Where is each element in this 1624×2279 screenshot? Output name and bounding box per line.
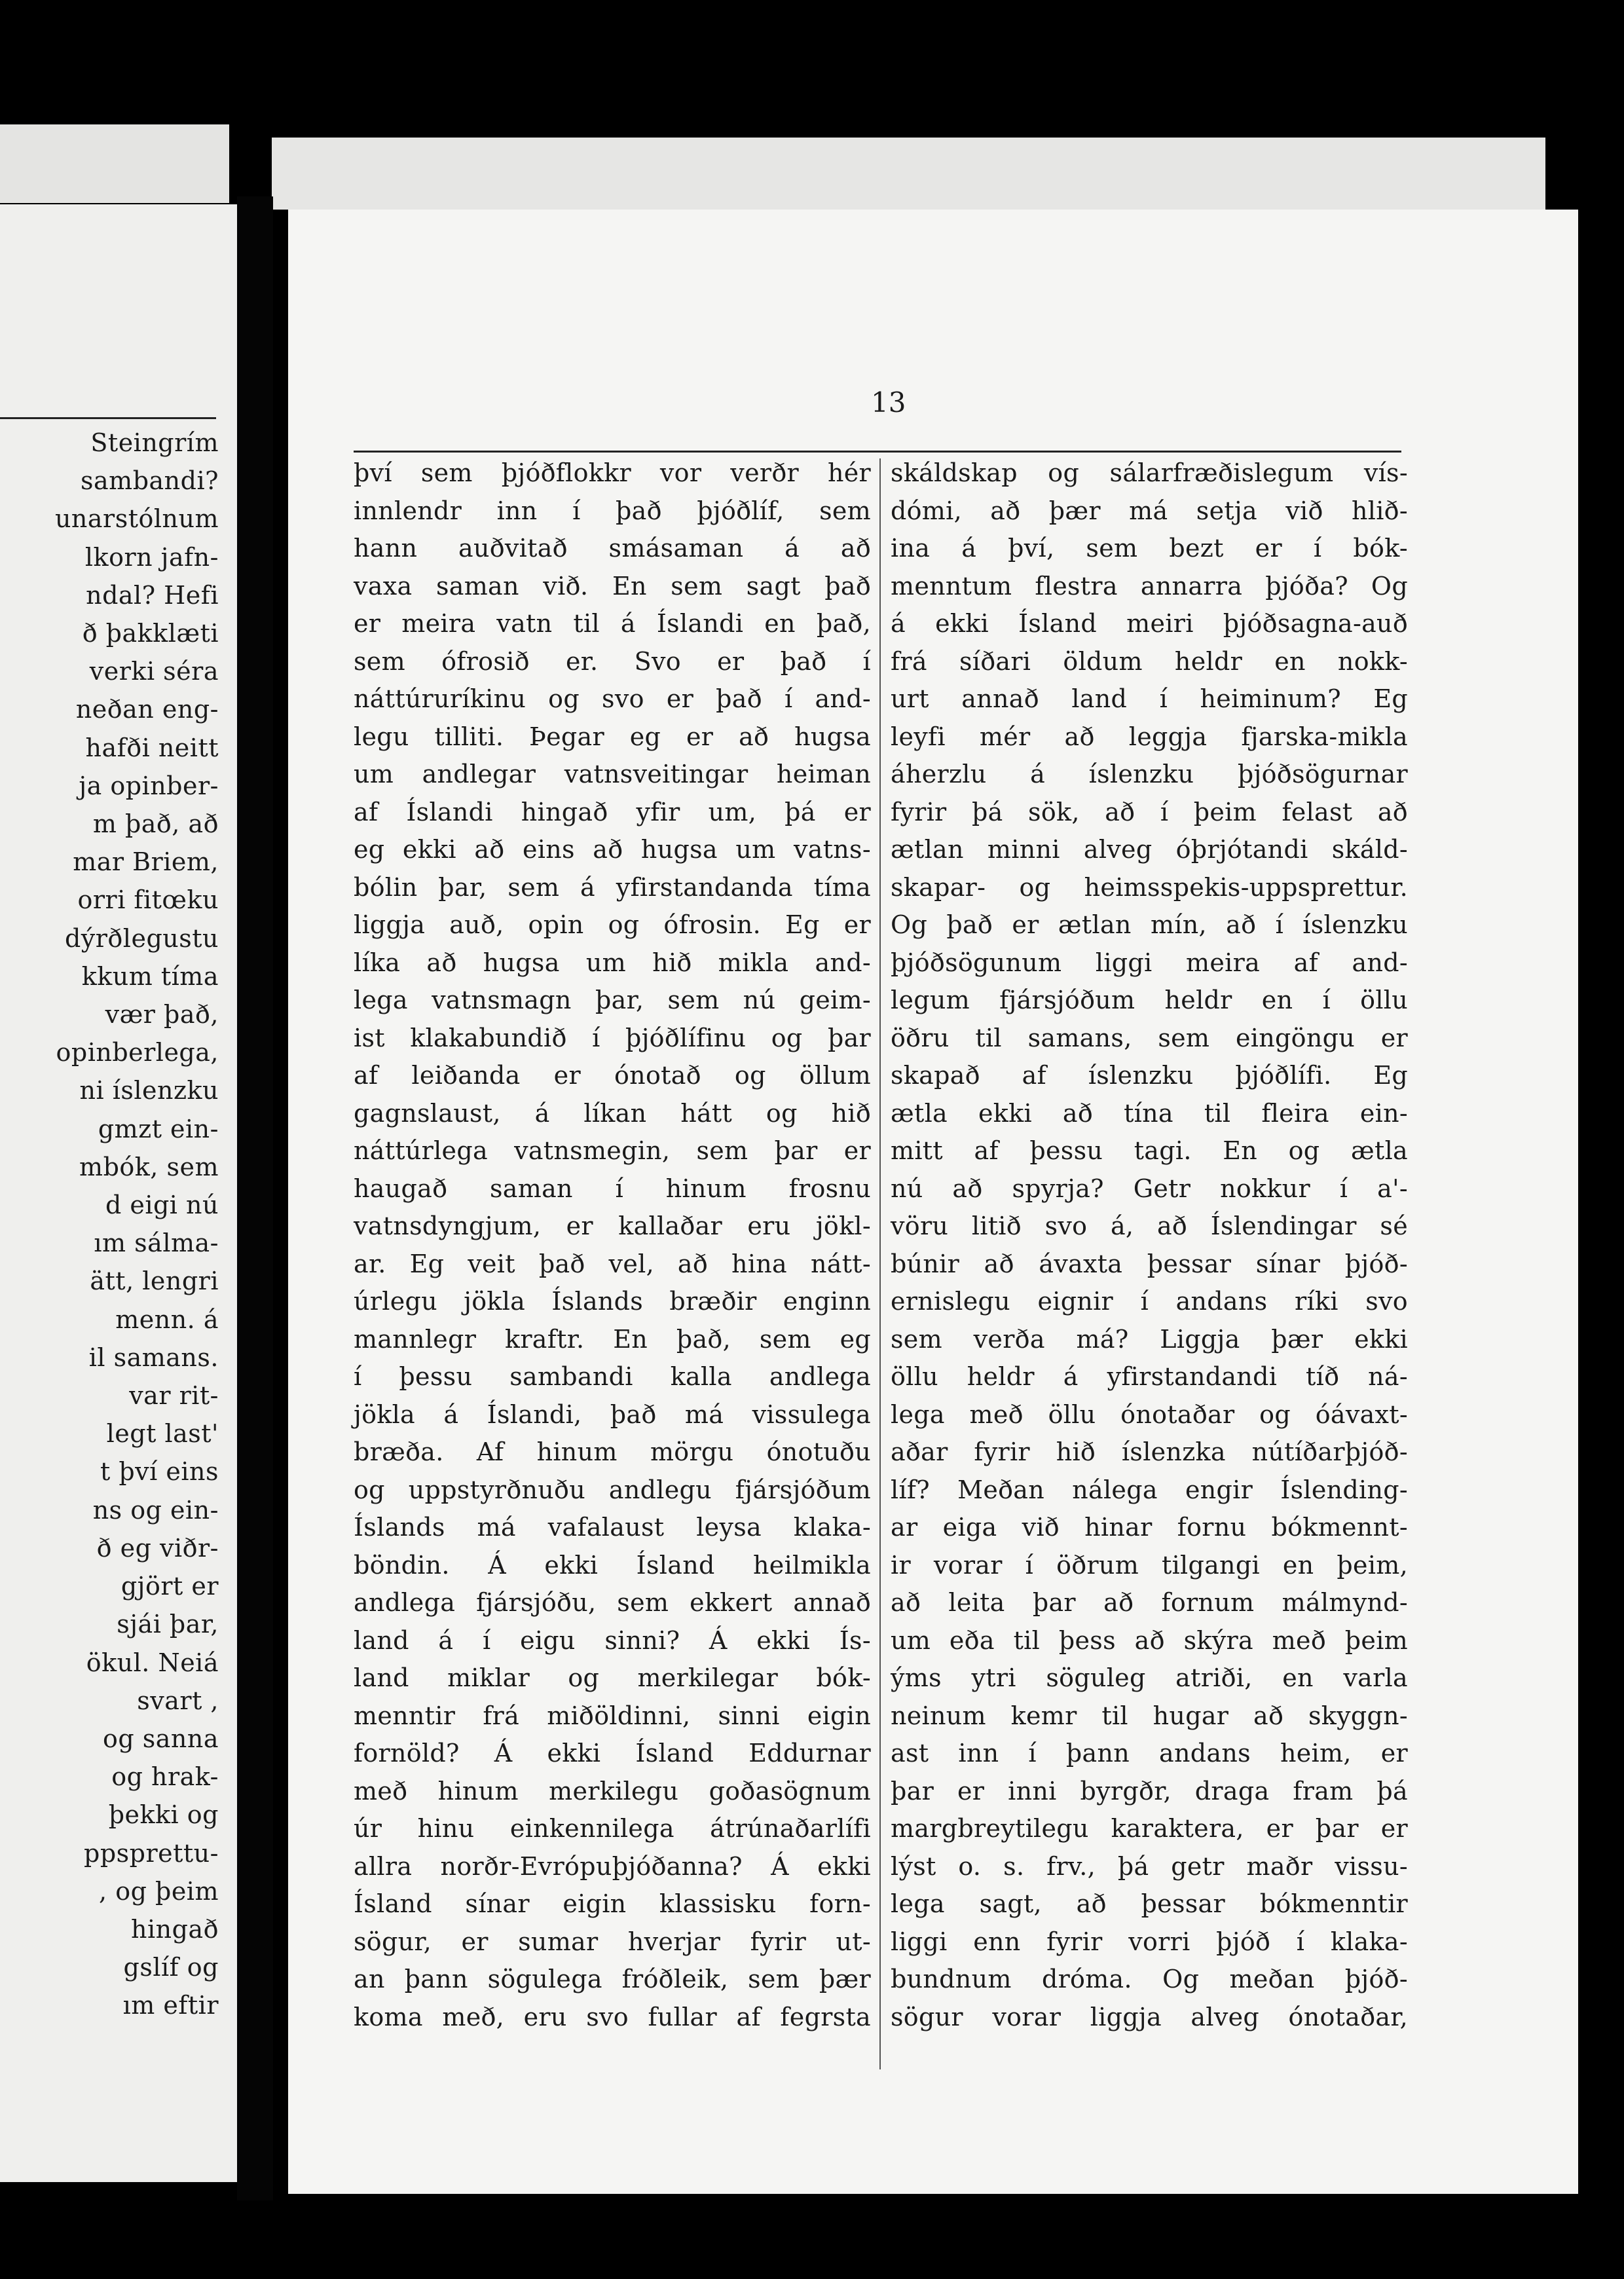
text-line: var rit- (129, 1381, 219, 1411)
text-line: d eigi nú (105, 1191, 219, 1220)
text-line: m það, að (92, 809, 219, 839)
text-line: liggja auð, opin og ófrosin. Eg er (354, 910, 871, 939)
text-line: mar Briem, (73, 847, 219, 877)
text-line: unarstólnum (54, 504, 219, 534)
text-line: lega sagt, að þessar bókmenntir (891, 1889, 1408, 1918)
text-line: vöru litið svo á, að Íslendingar sé (891, 1212, 1408, 1240)
text-line: ætlan minni alveg óþrjótandi skáld- (891, 835, 1408, 864)
text-line: menntir frá miðöldinni, sinni eigin (354, 1701, 871, 1730)
text-column-left (354, 454, 871, 2036)
text-line: sjái þar, (117, 1610, 219, 1639)
text-line: úr hinu einkennilega átrúnaðarlífi (354, 1814, 871, 1843)
text-line: því sem þjóðflokkr vor verðr hér (354, 458, 871, 487)
text-line: öðru til samans, sem eingöngu er (891, 1023, 1408, 1052)
text-line: bundnum dróma. Og meðan þjóð- (891, 1965, 1408, 1993)
text-line: náttúruríkinu og svo er það í and- (354, 684, 871, 713)
text-line: eg ekki að eins að hugsa um vatns- (354, 835, 871, 864)
text-line: skapað af íslenzku þjóðlífi. Eg (891, 1061, 1408, 1090)
text-line: gagnslaust, á líkan hátt og hið (354, 1098, 871, 1128)
text-line: sem ófrosið er. Svo er það í (354, 646, 871, 676)
text-line: sögur, er sumar hverjar fyrir ut- (354, 1927, 871, 1956)
text-line: ppsprettu- (84, 1838, 219, 1868)
text-line: Íslands má vafalaust leysa klaka- (354, 1513, 871, 1542)
text-line: gjört er (120, 1572, 219, 1601)
text-line: ir vorar í öðrum tilgangi en þeim, (891, 1550, 1408, 1580)
column-divider (879, 458, 881, 2069)
text-line: neinum kemr til hugar að skyggn- (891, 1701, 1408, 1730)
text-line: ast inn í þann andans heim, er (891, 1739, 1408, 1768)
header-rule (354, 451, 1401, 453)
text-line: innlendr inn í það þjóðlíf, sem (354, 496, 871, 525)
text-line: Og það er ætlan mín, að í íslenzku (891, 910, 1408, 939)
text-line: sögur vorar liggja alveg ónotaðar, (891, 2002, 1408, 2031)
page-number: 13 (871, 386, 906, 418)
text-line: líka að hugsa um hið mikla and- (354, 948, 871, 977)
text-line: og uppstyrðnuðu andlegu fjársjóðum (354, 1475, 871, 1504)
left-page-rule (0, 417, 216, 419)
text-line: margbreytilegu karaktera, er þar er (891, 1814, 1408, 1843)
text-line: ð þakklæti (82, 619, 219, 648)
text-column-right (891, 454, 1408, 2036)
text-line: lkorn jafn- (84, 542, 219, 572)
text-line: andlega fjársjóðu, sem ekkert annað (354, 1588, 871, 1617)
text-line: af Íslandi hingað yfir um, þá er (354, 797, 871, 826)
underlying-sheet-left (0, 124, 229, 203)
text-line: ina á því, sem bezt er í bók- (891, 534, 1408, 563)
text-line: legum fjársjóðum heldr en í öllu (891, 986, 1408, 1014)
text-line: neðan eng- (75, 695, 219, 724)
text-line: dómi, að þær má setja við hlið- (891, 496, 1408, 525)
text-line: menn. á (115, 1305, 219, 1334)
text-line: ns og ein- (92, 1495, 219, 1525)
text-line: gmzt ein- (98, 1114, 219, 1143)
text-line: koma með, eru svo fullar af fegrsta (354, 2002, 871, 2031)
text-line: jökla á Íslandi, það má vissulega (354, 1399, 871, 1429)
text-line: orri fitœku (77, 885, 219, 915)
text-line: Ísland sínar eigin klassisku forn- (354, 1889, 871, 1918)
text-line: að leita þar að fornum málmynd- (891, 1588, 1408, 1617)
left-page-text (55, 424, 219, 2025)
text-line: þjóðsögunum liggi meira af and- (891, 948, 1408, 977)
text-line: ist klakabundið í þjóðlífinu og þar (354, 1023, 871, 1052)
text-line: öllu heldr á yfirstandandi tíð ná- (891, 1362, 1408, 1391)
text-line: böndin. Á ekki Ísland heilmikla (354, 1550, 871, 1580)
text-line: legt last' (106, 1419, 219, 1449)
text-line: á ekki Ísland meiri þjóðsagna-auð (891, 609, 1408, 638)
text-line: þar er inni byrgðr, draga fram þá (891, 1776, 1408, 1806)
text-line: ni íslenzku (79, 1076, 219, 1105)
text-line: sem verða má? Liggja þær ekki (891, 1324, 1408, 1354)
text-line: af leiðanda er ónotað og öllum (354, 1061, 871, 1090)
text-line: með hinum merkilegu goðasögnum (354, 1776, 871, 1806)
underlying-sheet-right (272, 138, 1545, 210)
text-line: sambandi? (81, 466, 219, 496)
text-line: ja opinber- (79, 771, 219, 800)
text-line: leyfi mér að leggja fjarska-mikla (891, 722, 1408, 751)
text-line: aðar fyrir hið íslenzka nútíðarþjóð- (891, 1437, 1408, 1466)
left-page (0, 204, 237, 2182)
text-line: skapar- og heimsspekis-uppsprettur. (891, 872, 1408, 902)
text-line: , og þeim (99, 1876, 219, 1906)
text-line: bræða. Af hinum mörgu ónotuðu (354, 1437, 871, 1466)
text-line: ar eiga við hinar fornu bókmennt- (891, 1513, 1408, 1542)
text-line: liggi enn fyrir vorri þjóð í klaka- (891, 1927, 1408, 1956)
text-line: land á í eigu sinni? Á ekki Ís- (354, 1625, 871, 1655)
text-line: lega vatnsmagn þar, sem nú geim- (354, 986, 871, 1014)
text-line: il samans. (88, 1343, 219, 1372)
text-line: mbók, sem (79, 1152, 219, 1181)
text-line: haugað saman í hinum frosnu (354, 1174, 871, 1203)
text-line: ndal? Hefi (86, 580, 219, 610)
text-line: an þann sögulega fróðleik, sem þær (354, 1965, 871, 1993)
text-line: fyrir þá sök, að í þeim felast að (891, 797, 1408, 826)
text-line: ökul. Neiá (86, 1648, 219, 1677)
text-line: náttúrlega vatnsmegin, sem þar er (354, 1136, 871, 1165)
text-line: verki séra (89, 657, 219, 686)
text-line: gslíf og (123, 1953, 219, 1982)
text-line: kkum tíma (81, 961, 219, 991)
text-line: er meira vatn til á Íslandi en það, (354, 609, 871, 638)
text-line: búnir að ávaxta þessar sínar þjóð- (891, 1249, 1408, 1278)
text-line: mannlegr kraftr. En það, sem eg (354, 1324, 871, 1354)
text-line: líf? Meðan nálega engir Íslending- (891, 1475, 1408, 1504)
text-line: ð eg viðr- (96, 1533, 219, 1563)
text-line: ýms ytri söguleg atriði, en varla (891, 1663, 1408, 1692)
text-line: mitt af þessu tagi. En og ætla (891, 1136, 1408, 1165)
text-line: lega með öllu ónotaðar og óávaxt- (891, 1399, 1408, 1429)
text-line: bólin þar, sem á yfirstandanda tíma (354, 872, 871, 902)
text-line: ım sálma- (94, 1229, 219, 1258)
text-line: hingað (131, 1914, 219, 1944)
text-line: um andlegar vatnsveitingar heiman (354, 760, 871, 788)
book-spine (237, 196, 273, 2200)
text-line: ım eftir (122, 1991, 219, 2020)
text-line: frá síðari öldum heldr en nokk- (891, 646, 1408, 676)
text-line: ernislegu eignir í andans ríki svo (891, 1287, 1408, 1316)
text-line: land miklar og merkilegar bók- (354, 1663, 871, 1692)
text-line: legu tilliti. Þegar eg er að hugsa (354, 722, 871, 751)
text-line: ar. Eg veit það vel, að hina nátt- (354, 1249, 871, 1278)
text-line: ætla ekki að tína til fleira ein- (891, 1098, 1408, 1128)
text-line: og hrak- (111, 1762, 219, 1792)
text-line: vær það, (105, 1000, 219, 1029)
text-line: allra norðr-Evrópuþjóðanna? Á ekki (354, 1851, 871, 1881)
text-line: urt annað land í heiminum? Eg (891, 684, 1408, 713)
text-line: þekki og (108, 1800, 219, 1830)
text-line: hann auðvitað smásaman á að (354, 534, 871, 563)
text-line: fornöld? Á ekki Ísland Eddurnar (354, 1739, 871, 1768)
text-line: ätt, lengri (90, 1267, 219, 1296)
text-line: um eða til þess að skýra með þeim (891, 1625, 1408, 1655)
text-line: lýst o. s. frv., þá getr maðr vissu- (891, 1851, 1408, 1881)
text-line: nú að spyrja? Getr nokkur í a'- (891, 1174, 1408, 1203)
text-line: skáldskap og sálarfræðislegum vís- (891, 458, 1408, 487)
text-line: t því eins (100, 1457, 219, 1487)
text-line: og sanna (102, 1724, 219, 1753)
text-line: áherzlu á íslenzku þjóðsögurnar (891, 760, 1408, 788)
text-line: hafði neitt (85, 733, 219, 762)
text-line: svart , (137, 1686, 219, 1715)
text-line: úrlegu jökla Íslands bræðir enginn (354, 1287, 871, 1316)
text-line: dýrðlegustu (64, 923, 219, 953)
text-line: menntum flestra annarra þjóða? Og (891, 571, 1408, 601)
text-line: vaxa saman við. En sem sagt það (354, 571, 871, 601)
text-line: opinberlega, (56, 1038, 219, 1067)
text-line: vatnsdyngjum, er kallaðar eru jökl- (354, 1212, 871, 1240)
text-line: Steingrím (90, 428, 219, 457)
text-line: í þessu sambandi kalla andlega (354, 1362, 871, 1391)
